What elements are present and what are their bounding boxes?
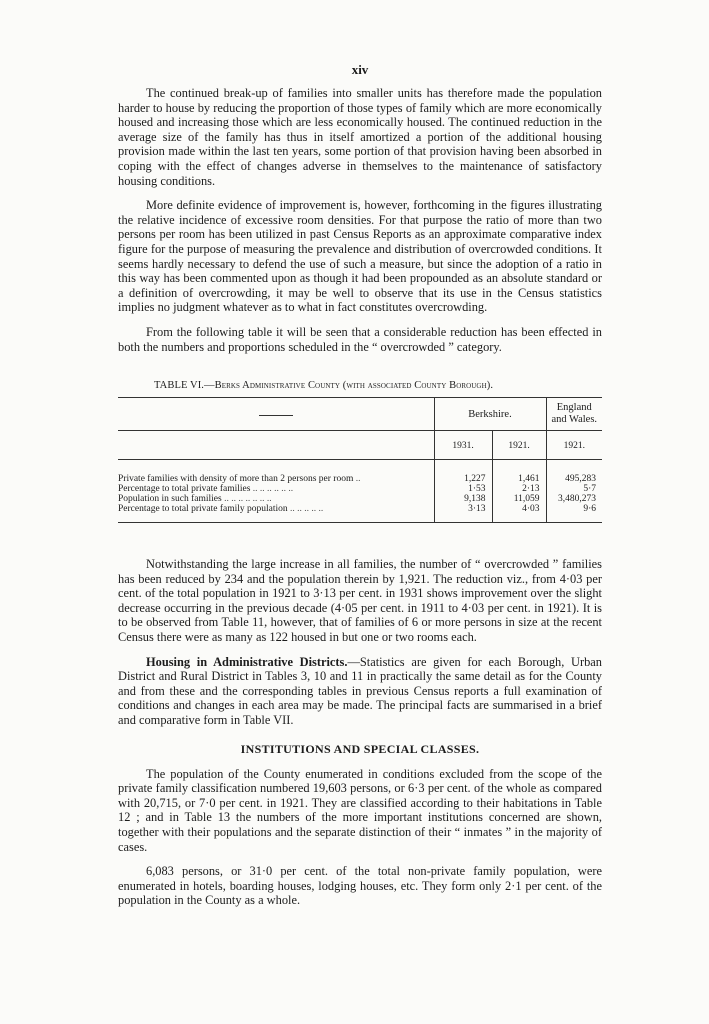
cell-1921: 11,059 xyxy=(492,494,546,504)
table-caption-prefix: TABLE VI.— xyxy=(154,380,215,392)
table-caption xyxy=(154,380,602,391)
table-caption-title: Berks Administrative County (with associated County Borough). xyxy=(214,380,494,392)
row-label: Percentage to total private family population xyxy=(118,504,288,515)
leader-dots: .. .. .. .. .. .. xyxy=(252,484,294,495)
table-row xyxy=(118,484,602,494)
leader-dots: .. .. .. .. .. xyxy=(290,504,324,515)
cell-1931: 3·13 xyxy=(434,504,492,523)
paragraph-lead-heading: Housing in Administrative Districts. xyxy=(146,654,348,669)
document-page xyxy=(118,62,602,918)
paragraph-overcrowded-reduction: Notwithstanding the large increase in all families, the number of “ overcrowded ” families has been reduced by 234 and the population therein by 1,921. The reduction viz., from 4·03 per cent. of the total population in 1921 to 3·13 per cent. in 1931 shows improvement over the slight decrease occurring in the previous decade (4·05 per cent. in 1911 to 4·03 per cent. in 1921). It is to be observed from Table 11, however, that of families of 6 or more persons in size at the recent Census there were as many as 122 housed in but one or two rooms each. xyxy=(118,557,602,645)
cell-ew: 495,283 xyxy=(546,460,602,485)
cell-ew: 9·6 xyxy=(546,504,602,523)
cell-1921: 4·03 xyxy=(492,504,546,523)
row-label: Private families with density of more than 2 persons per room xyxy=(118,474,354,485)
table-row xyxy=(118,504,602,523)
table-row xyxy=(118,460,602,485)
cell-ew: 3,480,273 xyxy=(546,494,602,504)
paragraph-administrative-districts xyxy=(118,655,602,728)
paragraph-institutions: The population of the County enumerated in conditions excluded from the scope of the private family classification numbered 19,603 persons, or 6·3 per cent. of the whole as compared with 20,715, or 7·0 per cent. in 1921. They are classified according to their habitations in Table 12 ; and in Table 13 the numbers of the more important institutions concerned are shown, together with their populations and the separate distinction of their “ inmates ” in the majority of cases. xyxy=(118,766,602,854)
cell-1931: 1·53 xyxy=(434,484,492,494)
row-label: Percentage to total private families xyxy=(118,484,251,495)
section-heading: INSTITUTIONS AND SPECIAL CLASSES. xyxy=(240,741,480,756)
leader-dots: .. xyxy=(355,474,361,485)
year-stub xyxy=(118,431,434,460)
paragraph-family-breakup: The continued break-up of families into smaller units has therefore made the population harder to house by reducing the proportion of those types of family which are more economically housed and increasing those which are less economically housed. The continued reduction in the average size of the family has thus in itself amortized a portion of the additional housing provision made within the last ten years, some portion of that provision having been absorbed in coping with the effect of changes adverse in themselves to the maintenance of satisfactory housing conditions. xyxy=(118,86,602,188)
col-berkshire: Berkshire. xyxy=(434,398,546,431)
cell-1921: 1,461 xyxy=(492,460,546,485)
cell-1921: 2·13 xyxy=(492,484,546,494)
page-number: xiv xyxy=(351,62,369,77)
paragraph-body: —Statistics are given for each Borough, Urban District and Rural District in Tables 3, 10 and 11 in practically the same detail as for the County and from these and the corresponding tables in previous Census reports a full examination of conditions and changes in each area may be made. The principal facts are summarised in a brief and comparative form in Table VII. xyxy=(118,654,603,728)
paragraph-room-densities: More definite evidence of improvement is, however, forthcoming in the figures illustrating the relative incidence of excessive room densities. For that purpose the ratio of more than two persons per room has been utilized in past Census Reports as an approximate comparative index figure for the purpose of measuring the prevalence and distribution of overcrowded conditions. It seems hardly necessary to defend the use of such a measure, but since the adoption of a ratio in this way has been commented upon as though it had been propounded as an absolute standard or a definition of overcrowding, it may be well to observe that its use in the Census statistics implies no judgment whatever as to what in fact constitutes overcrowding. xyxy=(118,198,602,315)
row-label: Population in such families xyxy=(118,494,222,505)
year-1921-ew: 1921. xyxy=(546,431,602,460)
cell-1931: 9,138 xyxy=(434,494,492,504)
leader-dots: .. .. .. .. .. .. .. xyxy=(224,494,272,505)
year-1931: 1931. xyxy=(434,431,492,460)
paragraph-hotels: 6,083 persons, or 31·0 per cent. of the total non-private family population, were enumerated in hotels, boarding houses, lodging houses, etc. They form only 2·1 per cent. of the population in the County as a whole. xyxy=(118,864,602,908)
cell-ew: 5·7 xyxy=(546,484,602,494)
table-stub-head xyxy=(118,398,434,431)
table-row xyxy=(118,494,602,504)
overcrowding-table xyxy=(118,397,602,523)
cell-1931: 1,227 xyxy=(434,460,492,485)
year-1921: 1921. xyxy=(492,431,546,460)
paragraph-table-intro: From the following table it will be seen that a considerable reduction has been effected in both the numbers and proportions scheduled in the “ overcrowded ” category. xyxy=(118,324,602,354)
col-england-wales: England and Wales. xyxy=(546,398,602,431)
